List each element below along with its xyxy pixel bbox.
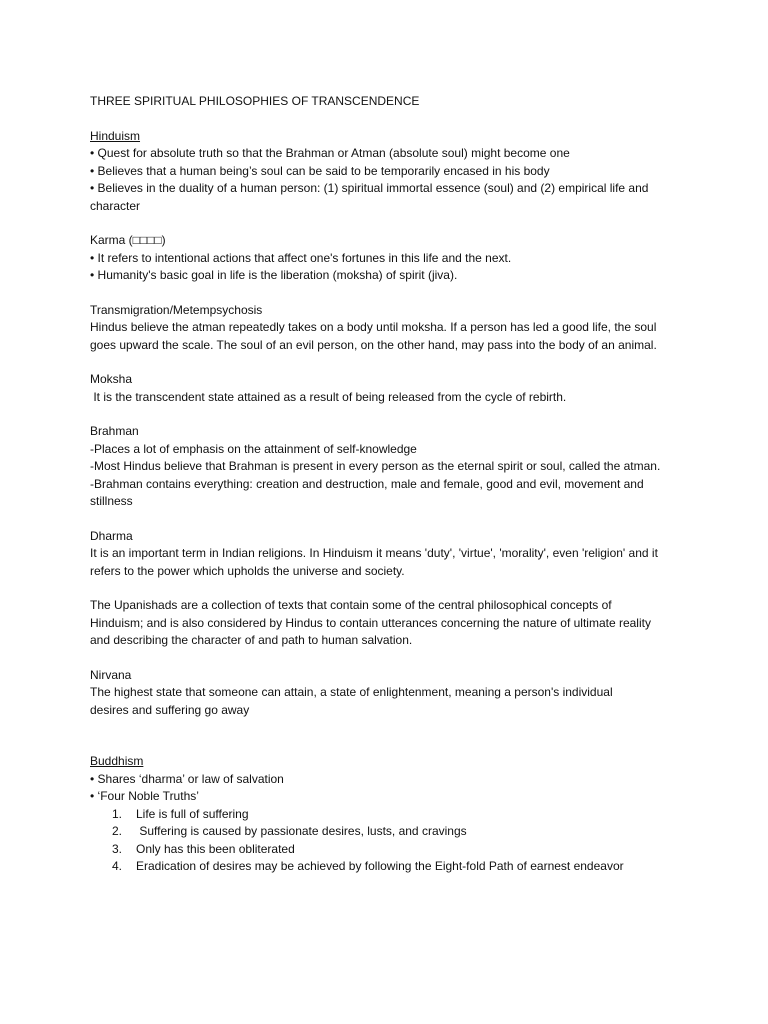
- numbered-item: [90, 858, 690, 876]
- section-heading-dharma: Dharma: [90, 528, 133, 543]
- list-item: -Brahman contains everything: creation and destruction, male and female, good and evil, movement and stillness: [90, 476, 644, 508]
- document-title: THREE SPIRITUAL PHILOSOPHIES OF TRANSCENDENCE: [90, 94, 420, 108]
- item-text: Eradication of desires may be achieved by following the Eight-fold Path of earnest endeavor: [136, 859, 624, 873]
- item-number: 3.: [112, 841, 123, 856]
- bullet-item: • Quest for absolute truth so that the Brahman or Atman (absolute soul) might become one: [90, 146, 570, 160]
- bullet-item: • Shares ‘dharma’ or law of salvation: [90, 771, 284, 786]
- paragraph-dharma: It is an important term in Indian religions. In Hinduism it means 'duty', 'virtue', 'morality', even 'religion' and it refers to the power which upholds the universe and society.: [90, 546, 658, 578]
- section-heading-transmigration: Transmigration/Metempsychosis: [90, 302, 263, 317]
- section-heading-karma: Karma (□□□□): [90, 233, 166, 247]
- item-number: 2.: [112, 824, 123, 838]
- numbered-item: [90, 806, 690, 824]
- section-heading-brahman: Brahman: [90, 424, 139, 438]
- numbered-item: [90, 823, 690, 841]
- item-text: Only has this been obliterated: [136, 841, 295, 856]
- item-text: Suffering is caused by passionate desires, lusts, and cravings: [136, 824, 467, 838]
- section-heading-buddhism: Buddhism: [90, 754, 144, 768]
- bullet-item: • It refers to intentional actions that affect one's fortunes in this life and the next.: [90, 250, 512, 265]
- list-item: -Most Hindus believe that Brahman is present in every person as the eternal spirit or soul, called the atman.: [90, 459, 661, 473]
- paragraph-nirvana: The highest state that someone can attain, a state of enlightenment, meaning a person's individual desires and suffering go away: [90, 685, 613, 717]
- list-item: -Places a lot of emphasis on the attainment of self-knowledge: [90, 441, 417, 456]
- bullet-item: • Believes in the duality of a human person: (1) spiritual immortal essence (soul) and (2) empirical life and character: [90, 181, 649, 213]
- bullet-item: • Humanity's basic goal in life is the liberation (moksha) of spirit (jiva).: [90, 268, 458, 282]
- paragraph-moksha: It is the transcendent state attained as a result of being released from the cycle of rebirth.: [90, 389, 567, 404]
- section-heading-nirvana: Nirvana: [90, 667, 132, 682]
- bullet-item: • Believes that a human being’s soul can be said to be temporarily encased in his body: [90, 163, 550, 178]
- paragraph-transmigration: Hindus believe the atman repeatedly takes on a body until moksha. If a person has led a good life, the soul goes upward the scale. The soul of an evil person, on the other hand, may pass into the body of an animal.: [90, 320, 657, 352]
- section-heading-hinduism: Hinduism: [90, 128, 141, 143]
- item-number: 1.: [112, 806, 123, 821]
- bullet-item: • ‘Four Noble Truths’: [90, 789, 199, 803]
- item-number: 4.: [112, 859, 123, 873]
- section-heading-moksha: Moksha: [90, 372, 133, 386]
- item-text: Life is full of suffering: [136, 806, 249, 821]
- numbered-item: [90, 841, 690, 859]
- paragraph-upanishads: The Upanishads are a collection of texts that contain some of the central philosophical concepts of Hinduism; and is also considered by Hindus to contain utterances concerning the nature of ultimate reality and describing the character of and path to human salvation.: [90, 598, 651, 647]
- document-page: [90, 93, 690, 876]
